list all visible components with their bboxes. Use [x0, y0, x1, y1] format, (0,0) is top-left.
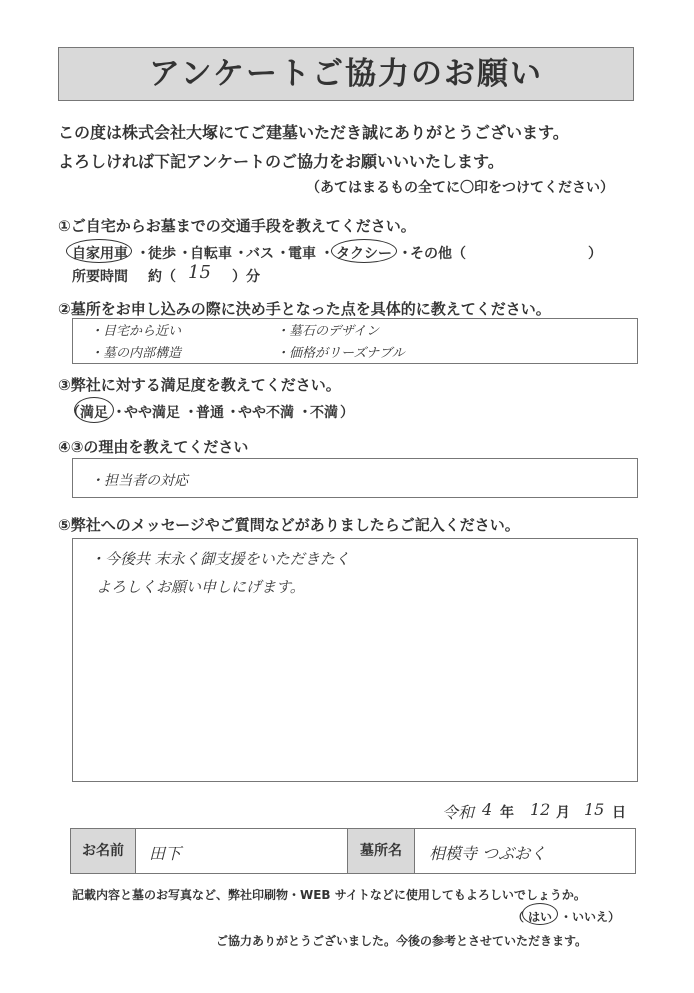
- date-day-unit: 日: [612, 805, 626, 821]
- q1-option-bicycle[interactable]: 自転車: [190, 246, 232, 262]
- consent-question: 記載内容と墓のお写真など、弊社印刷物・WEB サイトなどに使用してもよろしいでしょうか。: [72, 888, 586, 902]
- q1-approx: 約（: [148, 269, 176, 285]
- q3-option-dissatisfied[interactable]: 不満: [310, 405, 338, 421]
- q5-answer-line-1: ・今後共 末永く御支援をいただきたく: [90, 550, 350, 568]
- consent-yes[interactable]: はい: [528, 910, 553, 924]
- date-year[interactable]: 4: [482, 800, 493, 819]
- q2-question: ②墓所をお申し込みの際に決め手となった点を具体的に教えてください。: [58, 300, 551, 318]
- q1-option-taxi[interactable]: タクシー: [336, 246, 392, 262]
- q2-answer-4: ・価格がリーズナブル: [276, 346, 405, 361]
- consent-yes-circle: [522, 903, 558, 925]
- consent-open: （: [512, 910, 525, 924]
- q3-option-normal[interactable]: 普通: [196, 405, 224, 421]
- q1-question: ①ご自宅からお墓までの交通手段を教えてください。: [58, 217, 416, 235]
- date-month[interactable]: 12: [530, 800, 551, 819]
- q1-option-walk[interactable]: 徒歩: [148, 246, 176, 262]
- q2-answer-2: ・墓石のデザイン: [276, 324, 380, 339]
- consent-no[interactable]: ・いいえ）: [560, 910, 621, 924]
- q5-question: ⑤弊社へのメッセージやご質問などがありましたらご記入ください。: [58, 516, 520, 534]
- q3-option-somewhat-dissatisfied[interactable]: やや不満: [238, 405, 294, 421]
- footer-table: [70, 828, 636, 874]
- intro-line-1: この度は株式会社大塚にてご建墓いただき誠にありがとうございます。: [58, 123, 569, 142]
- date-month-unit: 月: [556, 805, 570, 821]
- q3-option-satisfied[interactable]: 満足: [80, 405, 108, 421]
- q1-time-unit: ）分: [232, 269, 260, 285]
- q1-taxi-circle: [331, 239, 397, 263]
- q1-option-bus[interactable]: バス: [246, 246, 274, 262]
- q1-car-circle: [66, 239, 132, 263]
- q1-option-other[interactable]: その他（: [410, 246, 466, 262]
- q2-answer-3: ・墓の内部構造: [90, 346, 182, 361]
- name-value[interactable]: 田下: [149, 844, 182, 863]
- date-era: 令和: [442, 803, 475, 822]
- name-label: お名前: [71, 829, 135, 873]
- q1-option-car[interactable]: 自家用車: [72, 246, 128, 262]
- q2-answer-1: ・目宅から近い: [90, 324, 182, 339]
- q1-time-label: 所要時間: [72, 269, 128, 285]
- date-day[interactable]: 15: [584, 800, 605, 819]
- thanks-text: ご協力ありがとうございました。今後の参考とさせていただきます。: [216, 934, 588, 948]
- grave-label: 墓所名: [348, 829, 414, 873]
- q3-question: ③弊社に対する満足度を教えてください。: [58, 376, 341, 394]
- q1-option-train[interactable]: 電車: [288, 246, 316, 262]
- q4-answer: ・担当者の対応: [90, 473, 188, 489]
- intro-line-2: よろしければ下記アンケートのご協力をお願いいいたします。: [58, 152, 504, 171]
- page-title: アンケートご協力のお願い: [148, 56, 544, 92]
- q1-time-value[interactable]: 15: [188, 262, 211, 283]
- q5-answer-line-2: よろしくお願い申しにげます。: [96, 578, 305, 596]
- q5-answer-box[interactable]: [72, 538, 638, 782]
- date-year-unit: 年: [500, 805, 514, 821]
- q3-satisfied-circle: [74, 397, 114, 423]
- q4-question: ④③の理由を教えてください: [58, 438, 249, 456]
- grave-value[interactable]: 相模寺 つぶおく: [429, 844, 547, 863]
- q3-option-somewhat-satisfied[interactable]: やや満足: [124, 405, 180, 421]
- q1-other-close: ）: [588, 246, 602, 262]
- intro-note: （あてはまるもの全てに〇印をつけてください）: [306, 180, 614, 196]
